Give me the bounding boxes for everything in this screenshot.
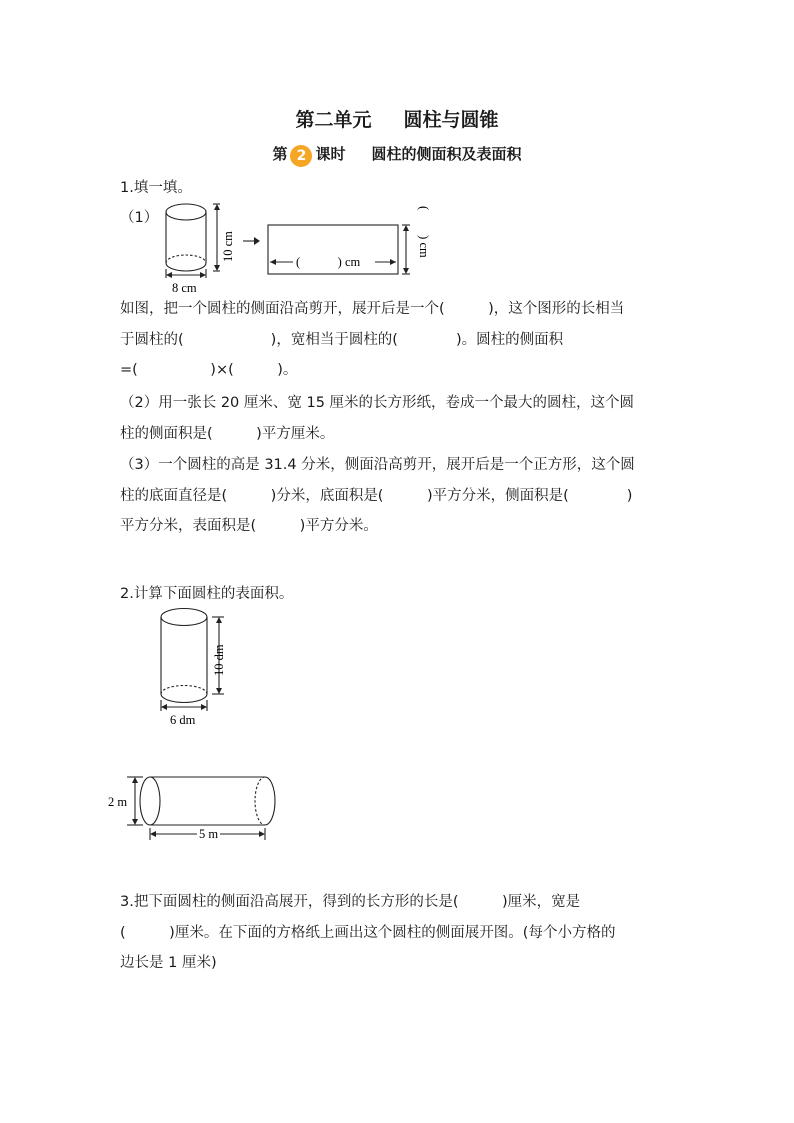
q2-fig1-height-label: 10 dm — [212, 644, 226, 676]
rect-width-label: ( ) cm — [417, 206, 431, 258]
unroll-arrow — [243, 237, 260, 245]
q1-part2-text — [120, 388, 680, 449]
q1-part2-line2: 柱的侧面积是( )平方厘米。 — [120, 425, 335, 442]
q1-part1-line3: =( )×( )。 — [120, 362, 298, 378]
q2-fig2-length-label: 5 m — [199, 827, 219, 841]
q1-part3-line2: 柱的底面直径是( )分米，底面积是( )平方分米，侧面积是( ) — [120, 487, 633, 504]
q1-part1-line1: 如图，把一个圆柱的侧面沿高剪开，展开后是一个( )，这个图形的长相当 — [120, 301, 625, 317]
q1-part3-line1: （3）一个圆柱的高是 31.4 分米，侧面沿高剪开，展开后是一个正方形，这个圆 — [120, 457, 635, 473]
cylinder-unroll-figure — [150, 196, 440, 298]
q1-part1-label: （1） — [120, 210, 159, 226]
lesson-prefix: 第 — [272, 145, 288, 163]
fig1-diameter-label: 8 cm — [172, 281, 197, 295]
q3-line3: 边长是 1 厘米) — [120, 955, 217, 971]
q3-line2: ( )厘米。在下面的方格纸上画出这个圆柱的侧面展开图。(每个小方格的 — [120, 924, 616, 941]
unit-topic: 圆柱与圆锥 — [403, 109, 499, 131]
q1-part3-text — [120, 450, 680, 542]
q2-fig1-diameter-label: 6 dm — [170, 713, 196, 727]
lying-cylinder-figure — [105, 770, 285, 845]
lesson-topic: 圆柱的侧面积及表面积 — [371, 145, 522, 163]
lesson-number-badge: 2 — [290, 145, 312, 167]
q1-part3-line3: 平方分米，表面积是( )平方分米。 — [120, 518, 378, 534]
page-title — [0, 105, 794, 132]
rect-width-dimension — [402, 225, 410, 274]
q1-part2-line1: （2）用一张长 20 厘米、宽 15 厘米的长方形纸，卷成一个最大的圆柱，这个圆 — [120, 395, 635, 411]
lesson-title — [0, 143, 794, 167]
q1-title: 1.填一填。 — [120, 180, 192, 196]
q3-line1: 3.把下面圆柱的侧面沿高展开，得到的长方形的长是( )厘米，宽是 — [120, 894, 581, 910]
q2-title: 2.计算下面圆柱的表面积。 — [120, 586, 294, 602]
unit-label: 第二单元 — [295, 109, 372, 131]
lesson-suffix: 课时 — [315, 145, 346, 163]
rect-length-label: ( ) cm — [296, 255, 361, 269]
q3-text — [120, 887, 680, 979]
q1-part1-line2: 于圆柱的( )，宽相当于圆柱的( )。圆柱的侧面积 — [120, 331, 564, 348]
upright-cylinder-figure — [150, 604, 240, 730]
q2-fig2-diameter-label: 2 m — [108, 795, 128, 809]
cylinder-1 — [166, 204, 220, 278]
fig1-height-label: 10 cm — [221, 231, 235, 262]
q1-part1-text — [120, 294, 680, 386]
